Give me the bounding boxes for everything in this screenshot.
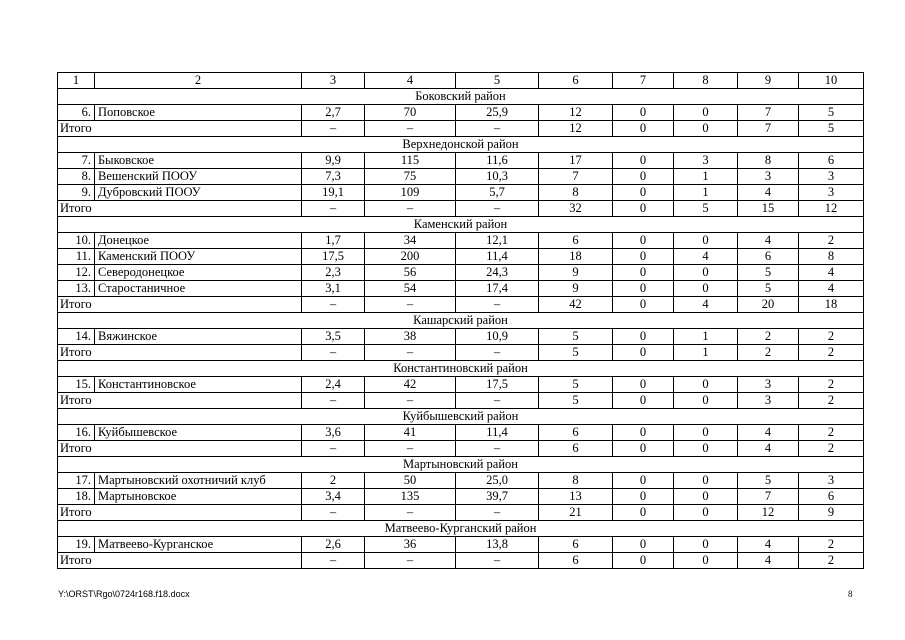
header-col-1: 1	[58, 73, 95, 89]
table-body	[58, 73, 864, 569]
value-cell-col-4: 50	[365, 473, 456, 489]
row-number: 8.	[58, 169, 95, 185]
value-cell-col-5: 24,3	[456, 265, 539, 281]
value-cell-col-4: 70	[365, 105, 456, 121]
total-cell-col-10: 12	[799, 201, 864, 217]
district-name: Кашарский район	[58, 313, 864, 329]
value-cell-col-4: 200	[365, 249, 456, 265]
total-cell-col-3: –	[302, 393, 365, 409]
total-cell-col-9: 20	[738, 297, 799, 313]
total-cell-col-6: 12	[539, 121, 613, 137]
value-cell-col-4: 36	[365, 537, 456, 553]
district-name: Верхнедонской район	[58, 137, 864, 153]
value-cell-col-10: 8	[799, 249, 864, 265]
table-row	[58, 281, 864, 297]
value-cell-col-6: 13	[539, 489, 613, 505]
value-cell-col-4: 115	[365, 153, 456, 169]
value-cell-col-6: 6	[539, 537, 613, 553]
value-cell-col-10: 4	[799, 265, 864, 281]
table-row	[58, 377, 864, 393]
value-cell-col-8: 0	[674, 425, 738, 441]
table-row	[58, 265, 864, 281]
value-cell-col-9: 7	[738, 105, 799, 121]
table-row	[58, 473, 864, 489]
district-total-row	[58, 297, 864, 313]
value-cell-col-10: 2	[799, 425, 864, 441]
ground-name: Мартыновское	[95, 489, 302, 505]
value-cell-col-5: 17,4	[456, 281, 539, 297]
value-cell-col-10: 5	[799, 105, 864, 121]
value-cell-col-3: 3,4	[302, 489, 365, 505]
value-cell-col-3: 2,6	[302, 537, 365, 553]
value-cell-col-4: 38	[365, 329, 456, 345]
value-cell-col-10: 3	[799, 169, 864, 185]
ground-name: Донецкое	[95, 233, 302, 249]
value-cell-col-10: 6	[799, 489, 864, 505]
total-cell-col-9: 15	[738, 201, 799, 217]
value-cell-col-9: 5	[738, 281, 799, 297]
value-cell-col-3: 2,7	[302, 105, 365, 121]
header-col-3: 3	[302, 73, 365, 89]
district-total-row	[58, 201, 864, 217]
value-cell-col-4: 135	[365, 489, 456, 505]
value-cell-col-7: 0	[613, 153, 674, 169]
value-cell-col-7: 0	[613, 105, 674, 121]
total-cell-col-7: 0	[613, 345, 674, 361]
district-header-row	[58, 137, 864, 153]
total-cell-col-5: –	[456, 121, 539, 137]
total-cell-col-6: 42	[539, 297, 613, 313]
header-col-10: 10	[799, 73, 864, 89]
value-cell-col-7: 0	[613, 185, 674, 201]
value-cell-col-9: 8	[738, 153, 799, 169]
row-number: 17.	[58, 473, 95, 489]
value-cell-col-10: 3	[799, 473, 864, 489]
value-cell-col-7: 0	[613, 169, 674, 185]
total-cell-col-9: 4	[738, 441, 799, 457]
value-cell-col-3: 19,1	[302, 185, 365, 201]
value-cell-col-9: 5	[738, 473, 799, 489]
total-cell-col-5: –	[456, 505, 539, 521]
hunting-grounds-table	[57, 72, 864, 569]
district-header-row	[58, 409, 864, 425]
value-cell-col-6: 8	[539, 473, 613, 489]
row-number: 13.	[58, 281, 95, 297]
value-cell-col-9: 5	[738, 265, 799, 281]
table-row	[58, 105, 864, 121]
value-cell-col-5: 13,8	[456, 537, 539, 553]
value-cell-col-3: 2,3	[302, 265, 365, 281]
total-label: Итого	[58, 297, 302, 313]
total-cell-col-10: 2	[799, 553, 864, 569]
district-name: Каменский район	[58, 217, 864, 233]
value-cell-col-3: 3,5	[302, 329, 365, 345]
total-cell-col-3: –	[302, 297, 365, 313]
ground-name: Вешенский ПООУ	[95, 169, 302, 185]
value-cell-col-7: 0	[613, 249, 674, 265]
total-cell-col-10: 2	[799, 345, 864, 361]
value-cell-col-4: 75	[365, 169, 456, 185]
total-cell-col-6: 21	[539, 505, 613, 521]
total-cell-col-8: 0	[674, 121, 738, 137]
value-cell-col-10: 6	[799, 153, 864, 169]
value-cell-col-9: 4	[738, 185, 799, 201]
value-cell-col-6: 9	[539, 265, 613, 281]
total-cell-col-8: 1	[674, 345, 738, 361]
district-header-row	[58, 89, 864, 105]
ground-name: Каменский ПООУ	[95, 249, 302, 265]
value-cell-col-8: 1	[674, 185, 738, 201]
value-cell-col-5: 11,6	[456, 153, 539, 169]
value-cell-col-10: 4	[799, 281, 864, 297]
value-cell-col-4: 54	[365, 281, 456, 297]
table-row	[58, 329, 864, 345]
ground-name: Куйбышевское	[95, 425, 302, 441]
value-cell-col-7: 0	[613, 425, 674, 441]
header-col-9: 9	[738, 73, 799, 89]
ground-name: Старостаничное	[95, 281, 302, 297]
table-row	[58, 169, 864, 185]
district-header-row	[58, 457, 864, 473]
total-cell-col-6: 5	[539, 345, 613, 361]
value-cell-col-5: 25,0	[456, 473, 539, 489]
total-label: Итого	[58, 121, 302, 137]
district-header-row	[58, 217, 864, 233]
value-cell-col-7: 0	[613, 329, 674, 345]
total-cell-col-7: 0	[613, 121, 674, 137]
value-cell-col-7: 0	[613, 377, 674, 393]
value-cell-col-9: 7	[738, 489, 799, 505]
value-cell-col-6: 5	[539, 377, 613, 393]
table-row	[58, 249, 864, 265]
value-cell-col-8: 0	[674, 489, 738, 505]
value-cell-col-9: 4	[738, 425, 799, 441]
total-label: Итого	[58, 505, 302, 521]
value-cell-col-6: 5	[539, 329, 613, 345]
total-label: Итого	[58, 553, 302, 569]
row-number: 19.	[58, 537, 95, 553]
row-number: 11.	[58, 249, 95, 265]
ground-name: Константиновское	[95, 377, 302, 393]
value-cell-col-7: 0	[613, 281, 674, 297]
header-col-2: 2	[95, 73, 302, 89]
total-cell-col-3: –	[302, 553, 365, 569]
value-cell-col-3: 3,6	[302, 425, 365, 441]
total-cell-col-8: 0	[674, 393, 738, 409]
value-cell-col-8: 0	[674, 537, 738, 553]
ground-name: Дубровский ПООУ	[95, 185, 302, 201]
district-total-row	[58, 505, 864, 521]
total-cell-col-10: 18	[799, 297, 864, 313]
value-cell-col-3: 2	[302, 473, 365, 489]
value-cell-col-9: 4	[738, 537, 799, 553]
total-cell-col-5: –	[456, 553, 539, 569]
total-cell-col-6: 6	[539, 553, 613, 569]
value-cell-col-3: 3,1	[302, 281, 365, 297]
table-row	[58, 489, 864, 505]
total-cell-col-10: 2	[799, 393, 864, 409]
table-row	[58, 185, 864, 201]
data-table-container	[57, 72, 863, 569]
total-cell-col-10: 2	[799, 441, 864, 457]
total-cell-col-4: –	[365, 121, 456, 137]
total-cell-col-7: 0	[613, 441, 674, 457]
table-row	[58, 233, 864, 249]
district-header-row	[58, 313, 864, 329]
total-cell-col-5: –	[456, 441, 539, 457]
district-name: Куйбышевский район	[58, 409, 864, 425]
total-cell-col-4: –	[365, 201, 456, 217]
total-cell-col-4: –	[365, 553, 456, 569]
value-cell-col-9: 6	[738, 249, 799, 265]
value-cell-col-9: 4	[738, 233, 799, 249]
value-cell-col-8: 1	[674, 329, 738, 345]
value-cell-col-10: 3	[799, 185, 864, 201]
value-cell-col-5: 5,7	[456, 185, 539, 201]
value-cell-col-5: 10,3	[456, 169, 539, 185]
value-cell-col-6: 9	[539, 281, 613, 297]
total-cell-col-10: 9	[799, 505, 864, 521]
value-cell-col-3: 9,9	[302, 153, 365, 169]
value-cell-col-6: 18	[539, 249, 613, 265]
value-cell-col-8: 1	[674, 169, 738, 185]
value-cell-col-7: 0	[613, 233, 674, 249]
value-cell-col-10: 2	[799, 377, 864, 393]
header-col-6: 6	[539, 73, 613, 89]
total-cell-col-6: 32	[539, 201, 613, 217]
total-cell-col-6: 5	[539, 393, 613, 409]
total-cell-col-9: 12	[738, 505, 799, 521]
value-cell-col-4: 42	[365, 377, 456, 393]
ground-name: Матвеево-Курганское	[95, 537, 302, 553]
total-cell-col-3: –	[302, 201, 365, 217]
value-cell-col-5: 11,4	[456, 425, 539, 441]
total-cell-col-5: –	[456, 297, 539, 313]
total-label: Итого	[58, 393, 302, 409]
row-number: 6.	[58, 105, 95, 121]
value-cell-col-6: 6	[539, 233, 613, 249]
value-cell-col-6: 6	[539, 425, 613, 441]
total-cell-col-6: 6	[539, 441, 613, 457]
value-cell-col-4: 34	[365, 233, 456, 249]
total-cell-col-8: 0	[674, 441, 738, 457]
value-cell-col-10: 2	[799, 537, 864, 553]
ground-name: Вяжинское	[95, 329, 302, 345]
value-cell-col-8: 0	[674, 281, 738, 297]
total-cell-col-7: 0	[613, 505, 674, 521]
total-cell-col-3: –	[302, 441, 365, 457]
value-cell-col-4: 109	[365, 185, 456, 201]
total-cell-col-9: 2	[738, 345, 799, 361]
total-cell-col-8: 4	[674, 297, 738, 313]
value-cell-col-10: 2	[799, 233, 864, 249]
row-number: 10.	[58, 233, 95, 249]
district-header-row	[58, 361, 864, 377]
table-row	[58, 153, 864, 169]
value-cell-col-4: 56	[365, 265, 456, 281]
value-cell-col-8: 0	[674, 473, 738, 489]
table-row	[58, 425, 864, 441]
row-number: 18.	[58, 489, 95, 505]
footer-page-number: 8	[848, 589, 853, 599]
row-number: 7.	[58, 153, 95, 169]
total-cell-col-7: 0	[613, 297, 674, 313]
total-cell-col-8: 0	[674, 553, 738, 569]
value-cell-col-4: 41	[365, 425, 456, 441]
total-cell-col-8: 5	[674, 201, 738, 217]
total-cell-col-4: –	[365, 505, 456, 521]
value-cell-col-3: 17,5	[302, 249, 365, 265]
value-cell-col-3: 1,7	[302, 233, 365, 249]
total-cell-col-5: –	[456, 345, 539, 361]
total-label: Итого	[58, 201, 302, 217]
value-cell-col-8: 0	[674, 377, 738, 393]
total-cell-col-3: –	[302, 121, 365, 137]
district-total-row	[58, 345, 864, 361]
total-cell-col-9: 3	[738, 393, 799, 409]
column-number-header-row	[58, 73, 864, 89]
district-total-row	[58, 121, 864, 137]
district-name: Мартыновский район	[58, 457, 864, 473]
table-row	[58, 537, 864, 553]
total-label: Итого	[58, 345, 302, 361]
value-cell-col-5: 39,7	[456, 489, 539, 505]
header-col-5: 5	[456, 73, 539, 89]
total-cell-col-3: –	[302, 505, 365, 521]
value-cell-col-9: 3	[738, 169, 799, 185]
total-cell-col-5: –	[456, 393, 539, 409]
value-cell-col-7: 0	[613, 265, 674, 281]
total-cell-col-4: –	[365, 297, 456, 313]
row-number: 12.	[58, 265, 95, 281]
value-cell-col-3: 2,4	[302, 377, 365, 393]
row-number: 14.	[58, 329, 95, 345]
total-cell-col-9: 7	[738, 121, 799, 137]
total-cell-col-7: 0	[613, 393, 674, 409]
value-cell-col-8: 4	[674, 249, 738, 265]
total-cell-col-4: –	[365, 441, 456, 457]
total-cell-col-4: –	[365, 345, 456, 361]
value-cell-col-5: 17,5	[456, 377, 539, 393]
value-cell-col-6: 8	[539, 185, 613, 201]
value-cell-col-9: 2	[738, 329, 799, 345]
row-number: 15.	[58, 377, 95, 393]
header-col-8: 8	[674, 73, 738, 89]
value-cell-col-5: 11,4	[456, 249, 539, 265]
value-cell-col-8: 0	[674, 233, 738, 249]
district-name: Боковский район	[58, 89, 864, 105]
value-cell-col-9: 3	[738, 377, 799, 393]
value-cell-col-8: 3	[674, 153, 738, 169]
value-cell-col-6: 12	[539, 105, 613, 121]
ground-name: Северодонецкое	[95, 265, 302, 281]
district-name: Константиновский район	[58, 361, 864, 377]
value-cell-col-7: 0	[613, 489, 674, 505]
total-cell-col-9: 4	[738, 553, 799, 569]
row-number: 16.	[58, 425, 95, 441]
value-cell-col-7: 0	[613, 473, 674, 489]
district-total-row	[58, 441, 864, 457]
total-cell-col-3: –	[302, 345, 365, 361]
district-total-row	[58, 393, 864, 409]
value-cell-col-10: 2	[799, 329, 864, 345]
district-header-row	[58, 521, 864, 537]
ground-name: Быковское	[95, 153, 302, 169]
total-cell-col-8: 0	[674, 505, 738, 521]
ground-name: Мартыновский охотничий клуб	[95, 473, 302, 489]
footer-file-path: Y:\ORST\Rgo\0724r168.f18.docx	[58, 589, 190, 599]
value-cell-col-3: 7,3	[302, 169, 365, 185]
district-name: Матвеево-Курганский район	[58, 521, 864, 537]
total-cell-col-5: –	[456, 201, 539, 217]
total-cell-col-4: –	[365, 393, 456, 409]
value-cell-col-6: 7	[539, 169, 613, 185]
total-cell-col-7: 0	[613, 553, 674, 569]
ground-name: Поповское	[95, 105, 302, 121]
value-cell-col-6: 17	[539, 153, 613, 169]
value-cell-col-8: 0	[674, 265, 738, 281]
value-cell-col-8: 0	[674, 105, 738, 121]
value-cell-col-5: 12,1	[456, 233, 539, 249]
total-label: Итого	[58, 441, 302, 457]
value-cell-col-7: 0	[613, 537, 674, 553]
total-cell-col-7: 0	[613, 201, 674, 217]
total-cell-col-10: 5	[799, 121, 864, 137]
row-number: 9.	[58, 185, 95, 201]
district-total-row	[58, 553, 864, 569]
value-cell-col-5: 25,9	[456, 105, 539, 121]
header-col-7: 7	[613, 73, 674, 89]
value-cell-col-5: 10,9	[456, 329, 539, 345]
header-col-4: 4	[365, 73, 456, 89]
